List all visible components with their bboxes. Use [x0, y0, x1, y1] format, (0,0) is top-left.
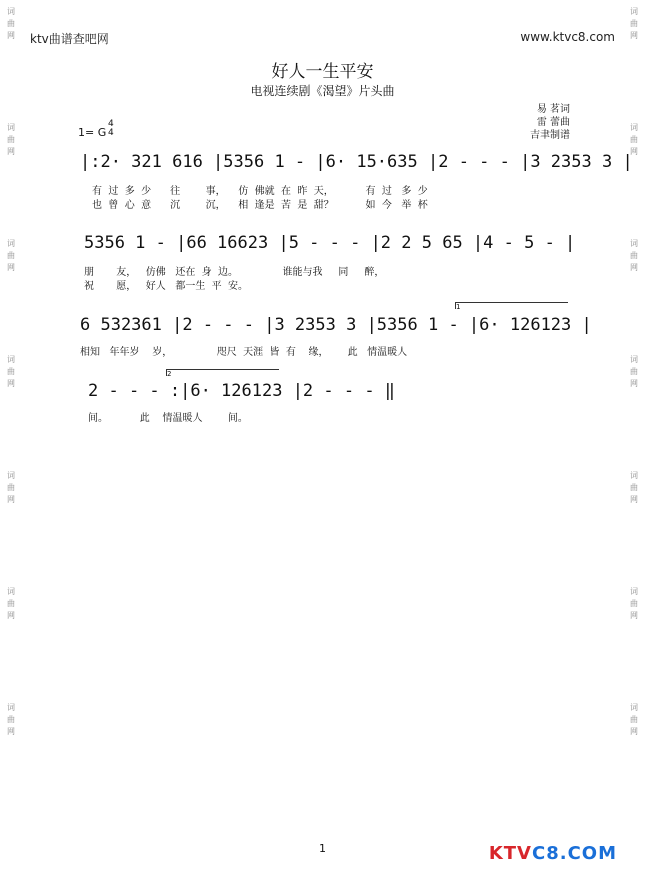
- watermark-char: 网: [7, 31, 15, 40]
- watermark-char: 曲: [630, 251, 638, 260]
- watermark-char: 词: [630, 239, 638, 248]
- watermark-char: 词: [7, 7, 15, 16]
- lyric-line-1a: 有 过 多 少 往 事， 仿 佛就 在 昨 天， 有 过 多 少: [92, 186, 428, 197]
- lyricist-credit: 易 茗词: [536, 104, 570, 115]
- watermark-char: 词: [630, 703, 638, 712]
- notation-line: 2 - - - :|6· 126123 |2 - - - ‖: [88, 381, 396, 401]
- score-system-4: [88, 381, 396, 407]
- time-signature: [108, 120, 114, 138]
- watermark-char: 曲: [630, 599, 638, 608]
- site-name-header: ktv曲谱查吧网: [30, 32, 109, 46]
- meter-bottom: 4: [108, 128, 114, 138]
- watermark-char: 网: [630, 727, 638, 736]
- notation-line: 6 532361 |2 - - - |3 2353 3 |5356 1 - |6· 126123 |: [80, 315, 592, 335]
- watermark-group: [4, 6, 18, 42]
- watermark-char: 网: [7, 727, 15, 736]
- watermark-char: 词: [630, 587, 638, 596]
- watermark-group: [4, 702, 18, 738]
- score-system-1: [80, 152, 633, 178]
- watermark-char: 网: [7, 263, 15, 272]
- watermark-group: [4, 470, 18, 506]
- score-system-2: [80, 233, 576, 259]
- watermark-char: 词: [630, 123, 638, 132]
- page-number: 1: [319, 842, 326, 855]
- watermark-char: 曲: [7, 19, 15, 28]
- watermark-char: 网: [630, 379, 638, 388]
- watermark-char: 曲: [630, 135, 638, 144]
- song-title: 好人一生平安: [271, 62, 374, 82]
- watermark-char: 网: [630, 611, 638, 620]
- lyric-line-2b: 祝 愿， 好人 都一生 平 安。: [84, 281, 249, 292]
- watermark-group: [4, 122, 18, 158]
- site-url-header: www.ktvc8.com: [520, 30, 615, 44]
- watermark-char: 曲: [7, 135, 15, 144]
- watermark-char: 词: [630, 471, 638, 480]
- watermark-char: 网: [630, 495, 638, 504]
- song-subtitle: 电视连续剧《渴望》片头曲: [250, 84, 395, 98]
- composer-credit: 雷 蕾曲: [536, 117, 570, 128]
- volta-number: 1: [456, 303, 461, 311]
- watermark-group: [627, 6, 641, 42]
- key-signature: 1= G: [78, 126, 107, 139]
- score-system-3: [80, 315, 592, 341]
- watermark-group: [627, 470, 641, 506]
- watermark-group: [627, 586, 641, 622]
- watermark-char: 网: [7, 147, 15, 156]
- meter-top: 4: [108, 119, 114, 129]
- watermark-group: [4, 354, 18, 390]
- volta-number: 2: [167, 370, 172, 378]
- lyric-line-2a: 朋 友， 仿佛 还在 身 边。 谁能与我 同 醉，: [84, 267, 385, 278]
- notation-line: 5356 1 - |66 16623 |5 - - - |2 2 5 65 |4 - 5 - |: [84, 233, 576, 253]
- watermark-char: 词: [7, 239, 15, 248]
- watermark-char: 网: [630, 147, 638, 156]
- watermark-char: 网: [7, 611, 15, 620]
- watermark-char: 曲: [7, 599, 15, 608]
- watermark-char: 网: [7, 379, 15, 388]
- watermark-char: 曲: [630, 715, 638, 724]
- watermark-char: 曲: [630, 483, 638, 492]
- watermark-char: 词: [7, 355, 15, 364]
- site-logo: [489, 843, 617, 864]
- transcriber-credit: 吉聿制谱: [530, 130, 570, 141]
- right-watermark-column: [627, 6, 641, 818]
- watermark-char: 词: [630, 355, 638, 364]
- watermark-char: 网: [630, 263, 638, 272]
- watermark-char: 词: [7, 703, 15, 712]
- watermark-group: [4, 238, 18, 274]
- watermark-char: 网: [630, 31, 638, 40]
- watermark-group: [627, 354, 641, 390]
- watermark-group: [4, 586, 18, 622]
- logo-prefix: KTV: [488, 843, 532, 864]
- lyric-line-1b: 也 曾 心 意 沉 沉， 相 逢是 苦 是 甜？ 如 今 举 杯: [92, 200, 428, 211]
- volta-bracket-1: [455, 302, 568, 309]
- watermark-char: 曲: [7, 483, 15, 492]
- notation-line: |:2· 321 616 |5356 1 - |6· 15·635 |2 - - - |3 2353 3 |: [80, 152, 633, 172]
- watermark-char: 词: [7, 471, 15, 480]
- watermark-char: 词: [7, 123, 15, 132]
- watermark-char: 曲: [630, 19, 638, 28]
- left-watermark-column: [4, 6, 18, 818]
- lyric-line-4: 间。 此 情温暖人 间。: [88, 413, 248, 424]
- watermark-char: 曲: [630, 367, 638, 376]
- watermark-char: 曲: [7, 367, 15, 376]
- watermark-group: [627, 702, 641, 738]
- watermark-char: 词: [630, 7, 638, 16]
- watermark-char: 曲: [7, 715, 15, 724]
- watermark-char: 网: [7, 495, 15, 504]
- watermark-char: 词: [7, 587, 15, 596]
- logo-suffix: C8.COM: [532, 843, 617, 864]
- watermark-group: [627, 238, 641, 274]
- volta-bracket-2: [166, 369, 279, 376]
- watermark-char: 曲: [7, 251, 15, 260]
- lyric-line-3: 相知 年年岁 岁， 咫尺 天涯 皆 有 缘， 此 情温暖人: [80, 347, 408, 358]
